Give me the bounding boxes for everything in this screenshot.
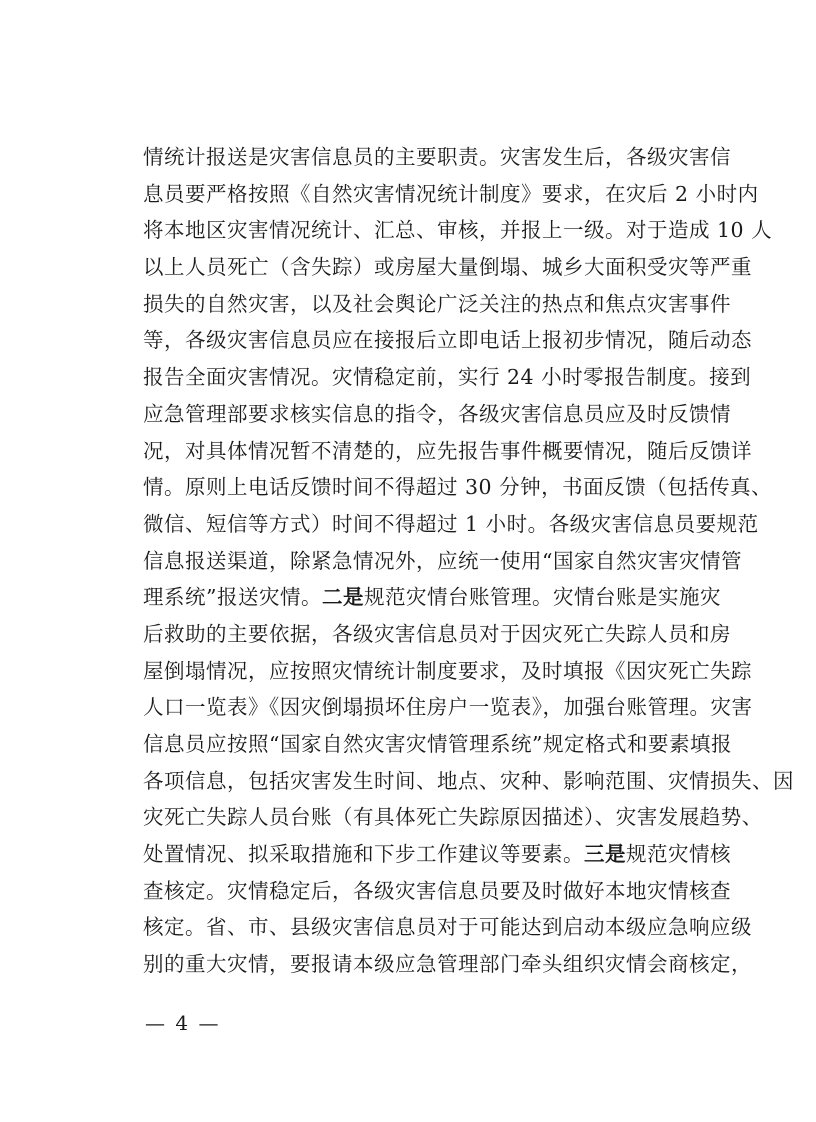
text-line-4: 以上人员死亡（含失踪）或房屋大量倒塌、城乡大面积受灾等严重 bbox=[143, 255, 752, 280]
text-line-16: 人口一览表》《因灾倒塌损坏住房户一览表》，加强台账管理。灾害 bbox=[143, 695, 753, 720]
text-line-8: 应急管理部要求核实信息的指令，各级灾害信息员应及时反馈情 bbox=[143, 401, 731, 426]
text-line-23: 别的重大灾情，要报请本级应急管理部门牵头组织灾情会商核定， bbox=[143, 952, 752, 977]
text-line-5: 损失的自然灾害，以及社会舆论广泛关注的热点和焦点灾害事件 bbox=[143, 291, 731, 316]
text-line-20-pre: 处置情况、拟采取措施和下步工作建议等要素。 bbox=[143, 842, 584, 867]
bold-lead-three: 三是 bbox=[584, 842, 626, 867]
text-line-2: 息员要严格按照《自然灾害情况统计制度》要求，在灾后 2 小时内 bbox=[143, 181, 759, 206]
text-line-6: 等，各级灾害信息员应在接报后立即电话上报初步情况，随后动态 bbox=[143, 328, 752, 353]
text-line-7: 报告全面灾害情况。灾情稳定前，实行 24 小时零报告制度。接到 bbox=[143, 365, 752, 390]
text-line-17: 信息员应按照“国家自然灾害灾情管理系统”规定格式和要素填报 bbox=[143, 732, 732, 756]
text-line-14: 后救助的主要依据，各级灾害信息员对于因灾死亡失踪人员和房 bbox=[143, 621, 731, 646]
text-line-1: 情统计报送是灾害信息员的主要职责。灾害发生后，各级灾害信 bbox=[143, 145, 731, 169]
text-line-13-pre: 理系统”报送灾情。 bbox=[143, 585, 322, 610]
text-line-3: 将本地区灾害情况统计、汇总、审核，并报上一级。对于造成 10 人 bbox=[143, 218, 773, 243]
text-line-20-post: 规范灾情核 bbox=[626, 842, 731, 867]
body-text bbox=[143, 139, 794, 983]
text-line-9: 况，对具体情况暂不清楚的，应先报告事件概要情况，随后反馈详 bbox=[143, 438, 752, 463]
text-line-15: 屋倒塌情况，应按照灾情统计制度要求，及时填报《因灾死亡失踪 bbox=[143, 658, 752, 683]
bold-lead-two: 二是 bbox=[321, 585, 364, 610]
text-line-13 bbox=[143, 579, 721, 616]
text-line-13-post: 规范灾情台账管理。灾情台账是实施灾 bbox=[363, 585, 721, 610]
text-line-21: 查核定。灾情稳定后，各级灾害信息员要及时做好本地灾情核查 bbox=[143, 878, 731, 903]
text-line-12: 信息报送渠道，除紧急情况外，应统一使用“国家自然灾害灾情管 bbox=[143, 548, 742, 573]
text-line-19: 灾死亡失踪人员台账（有具体死亡失踪原因描述）、灾害发展趋势、 bbox=[143, 805, 763, 830]
text-line-10: 情。原则上电话反馈时间不得超过 30 分钟，书面反馈（包括传真、 bbox=[143, 475, 773, 500]
text-line-20 bbox=[143, 836, 731, 873]
text-line-22: 核定。省、市、县级灾害信息员对于可能达到启动本级应急响应级 bbox=[143, 915, 752, 940]
text-line-11: 微信、短信等方式）时间不得超过 1 小时。各级灾害信息员要规范 bbox=[143, 511, 759, 536]
page-number: — 4 — bbox=[145, 1011, 221, 1035]
text-line-18: 各项信息，包括灾害发生时间、地点、灾种、影响范围、灾情损失、因 bbox=[143, 768, 794, 793]
